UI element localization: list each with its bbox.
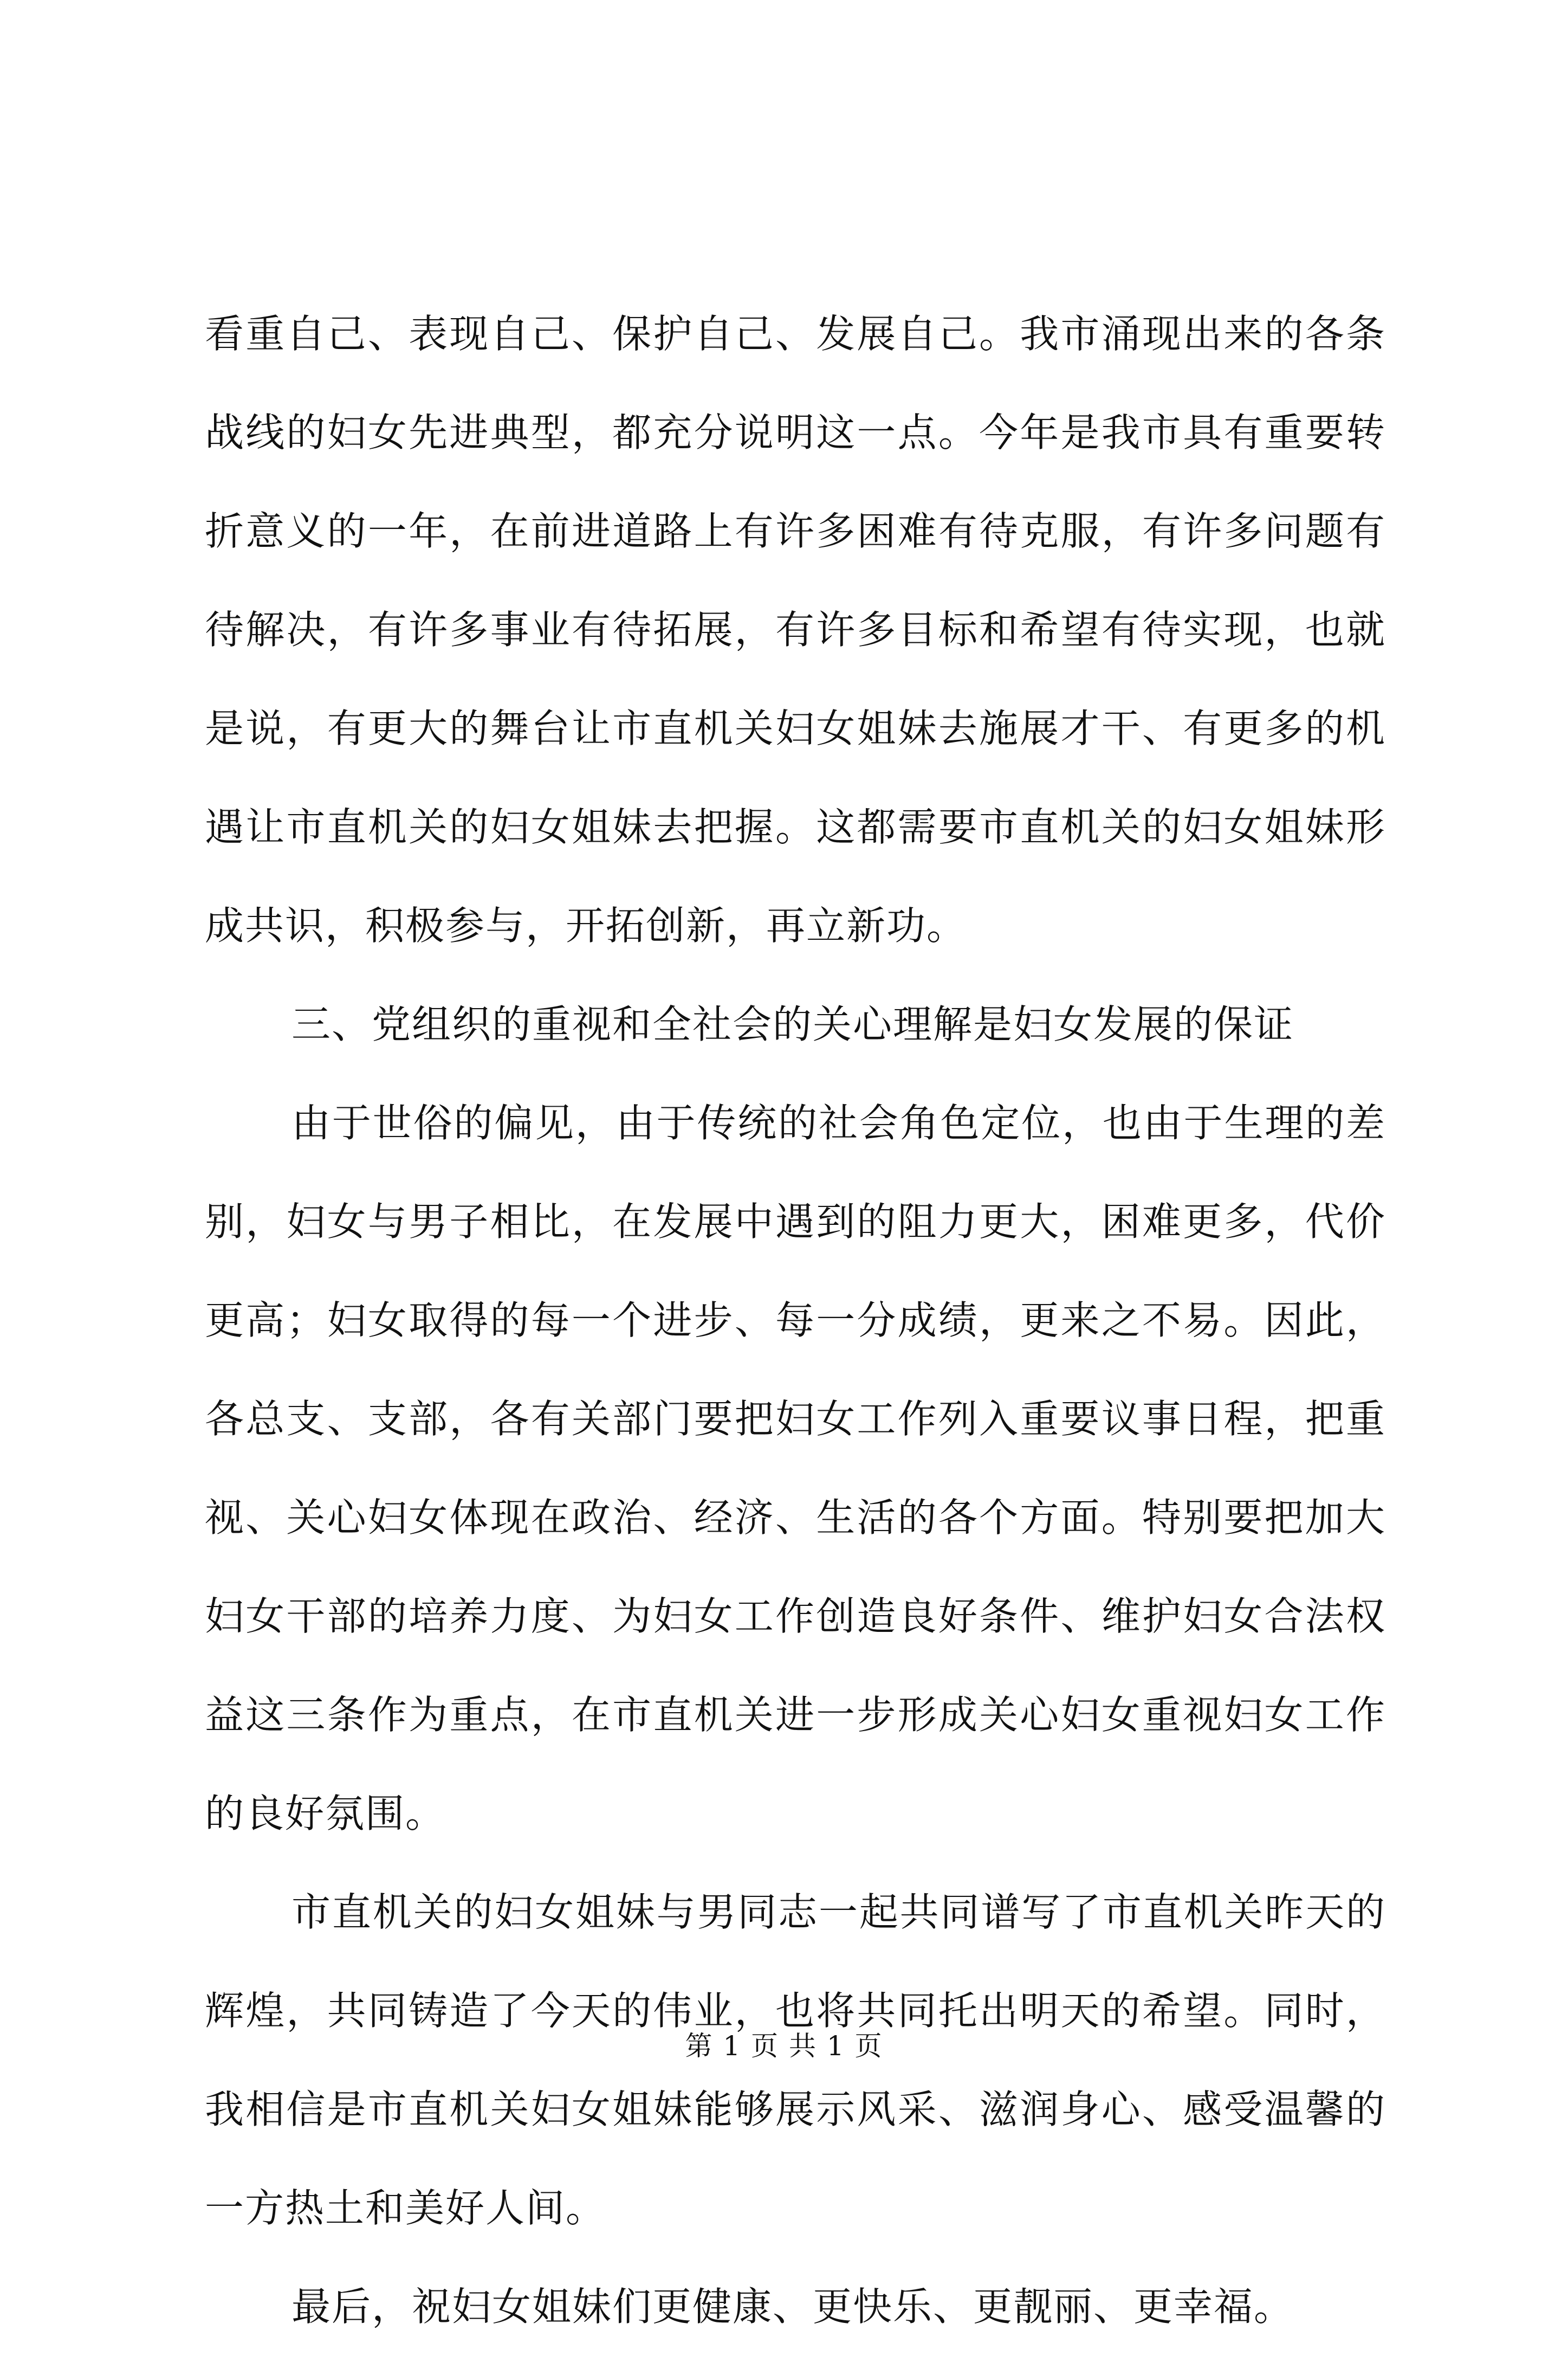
paragraph-body: 由于世俗的偏见，由于传统的社会角色定位，也由于生理的差别，妇女与男子相比，在发展中遇到的阻力更大，困难更多，代价更高；妇女取得的每一个进步、每一分成绩，更来之不易。因此，各总支、支部，各有关部门要把妇女工作列入重要议事日程，把重视、关心妇女体现在政治、经济、生活的各个方面。特别要把加大妇女干部的培养力度、为妇女工作创造良好条件、维护妇女合法权益这三条作为重点，在市直机关进一步形成关心妇女重视妇女工作的良好氛围。 <box>205 1100 1386 1836</box>
paragraph-body: 市直机关的妇女姐妹与男同志一起共同谱写了市直机关昨天的辉煌，共同铸造了今天的伟业，也将共同托出明天的希望。同时，我相信是市直机关妇女姐妹能够展示风采、滋润身心、感受温馨的一方热土和美好人间。 <box>205 1889 1386 2231</box>
page-number-footer: 第 1 页 共 1 页 <box>685 2030 883 2062</box>
paragraph-continuation: 看重自己、表现自己、保护自己、发展自己。我市涌现出来的各条战线的妇女先进典型，都充分说明这一点。今年是我市具有重要转折意义的一年，在前进道路上有许多困难有待克服，有许多问题有待解决，有许多事业有待拓展，有许多目标和希望有待实现，也就是说，有更大的舞台让市直机关妇女姐妹去施展才干、有更多的机遇让市直机关的妇女姐妹去把握。这都需要市直机关的妇女姐妹形成共识，积极参与，开拓创新，再立新功。 <box>205 311 1386 948</box>
section-heading: 三、党组织的重视和全社会的关心理解是妇女发展的保证 <box>291 1002 1294 1047</box>
paragraph-closing: 最后，祝妇女姐妹们更健康、更快乐、更靓丽、更幸福。 <box>291 2284 1294 2329</box>
